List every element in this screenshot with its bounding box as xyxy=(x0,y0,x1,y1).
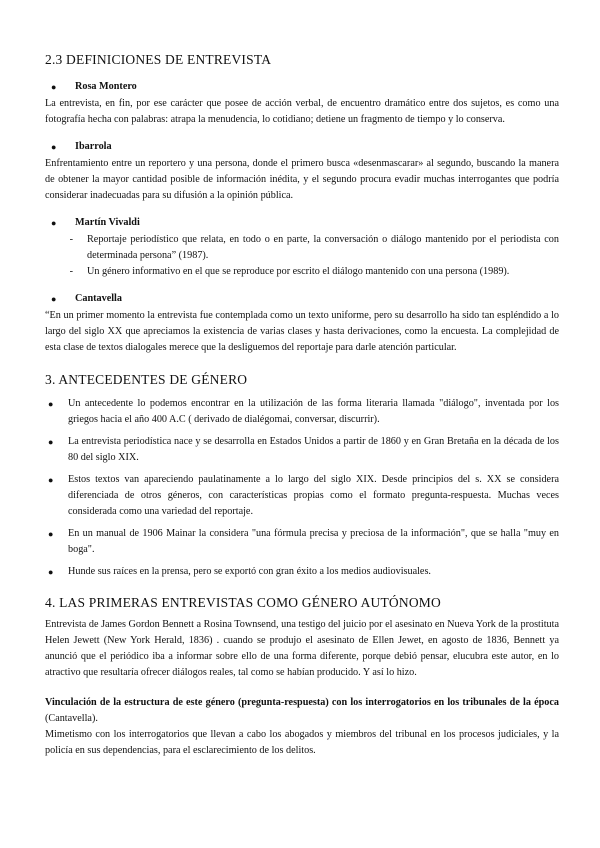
definition-list xyxy=(45,232,559,280)
author-heading xyxy=(45,140,559,154)
author-heading xyxy=(45,216,559,230)
author-name: Martín Vivaldi xyxy=(75,217,140,228)
list-item-text: En un manual de 1906 Mainar la considera "una fórmula precisa y preciosa de la información", que se halla "muy en boga". xyxy=(68,528,559,555)
section-title-definiciones: 2.3 DEFINICIONES DE ENTREVISTA xyxy=(45,52,272,67)
subheading: Vinculación de la estructura de este género (pregunta-respuesta) con los interrogatorios en los tribunales de la época xyxy=(45,697,559,708)
antecedentes-list xyxy=(45,396,559,580)
bullet-icon: ● xyxy=(48,399,54,409)
definition-text: Enfrentamiento entre un reportero y una persona, donde el primero busca «desenmascarar» al segundo, buscando la manera de obtener la mayor cantidad posible de información inédita, y el segundo procura evadir muchas interrogantes que podría considerar inadecuadas para su difusión a la opinión pública. xyxy=(45,158,559,201)
bullet-icon: ● xyxy=(48,475,54,485)
paragraph: Entrevista de James Gordon Bennett a Rosina Townsend, una testigo del juicio por el asesinato en Nueva York de la prostituta Helen Jewett (New York Herald, 1836) . cuando se produjo el asesinato de Ellen Jewet, en agosto de 1836, Bennett ya anunció que el periódico iba a informar sobre ello de una forma diferente, porque debió pensar, elucubra este autor, en lo atractivo que resultaría ofrecer diálogos reales, tal como se habían producido. Y así lo hizo. xyxy=(45,619,559,678)
list-item-text: Un antecedente lo podemos encontrar en la utilización de las forma literaria llamada "diálogo", inventada por los griegos hacia el año 400 A.C ( derivado de dialégomai, conversar, discurrir). xyxy=(68,398,559,425)
list-item xyxy=(45,264,559,280)
bullet-icon: ● xyxy=(51,294,57,304)
document-page xyxy=(45,52,559,759)
list-item xyxy=(45,526,559,558)
section-title-primeras-entrevistas: 4. LAS PRIMERAS ENTREVISTAS COMO GÉNERO AUTÓNOMO xyxy=(45,595,441,610)
author-name: Rosa Montero xyxy=(75,81,137,92)
author-heading xyxy=(45,292,559,306)
dash-icon: - xyxy=(69,266,73,277)
list-item xyxy=(45,472,559,520)
section-title-antecedentes: 3. ANTECEDENTES DE GÉNERO xyxy=(45,372,248,387)
bullet-icon: ● xyxy=(48,567,54,577)
author-name: Cantavella xyxy=(75,293,122,304)
bullet-icon: ● xyxy=(48,529,54,539)
author-heading xyxy=(45,80,559,94)
subheading-paragraph xyxy=(45,695,559,727)
list-item xyxy=(45,232,559,264)
list-item xyxy=(45,564,559,580)
list-item xyxy=(45,434,559,466)
paragraph: Mimetismo con los interrogatorios que llevan a cabo los abogados y miembros del tribunal en los procesos judiciales, y la policía en sus dependencias, para el esclarecimiento de los delitos. xyxy=(45,729,559,756)
list-item-text: Reportaje periodístico que relata, en todo o en parte, la conversación o diálogo mantenido por el periodista con determinada persona” (1987). xyxy=(87,234,559,261)
subheading-tail: (Cantavella). xyxy=(45,713,98,724)
bullet-icon: ● xyxy=(48,437,54,447)
dash-icon: - xyxy=(69,234,73,245)
bullet-icon: ● xyxy=(51,142,57,152)
bullet-icon: ● xyxy=(51,82,57,92)
list-item-text: Estos textos van apareciendo paulatinamente a lo largo del siglo XIX. Desde principios del s. XX se considera diferenciada de otros géneros, con características propias como el formato pregunta-respuesta. Muchas veces considerada como una variedad del reportaje. xyxy=(68,474,559,517)
author-name: Ibarrola xyxy=(75,141,112,152)
list-item-text: Hunde sus raíces en la prensa, pero se exportó con gran éxito a los medios audiovisuales. xyxy=(68,566,431,577)
definition-text: La entrevista, en fin, por ese carácter que posee de acción verbal, de encuentro dramático entre dos sujetos, es como una fotografía hecha con palabras: atrapa la menudencia, lo cotidiano; detiene un fragmento de tiempo y lo conserva. xyxy=(45,98,559,125)
definition-text: “En un primer momento la entrevista fue contemplada como un texto uniforme, pero su desarrollo ha sido tan espléndido a lo largo del siglo XX que apreciamos la existencia de varias clases y hasta derivaciones, como la encuesta. La complejidad de esta clase de textos dialogales merece que la desliguemos del reportaje para darle atención particular. xyxy=(45,310,559,353)
list-item xyxy=(45,396,559,428)
list-item-text: Un género informativo en el que se reproduce por escrito el diálogo mantenido con una persona (1989). xyxy=(87,266,510,277)
list-item-text: La entrevista periodística nace y se desarrolla en Estados Unidos a partir de 1860 y en Gran Bretaña en la década de los 80 del siglo XIX. xyxy=(68,436,559,463)
bullet-icon: ● xyxy=(51,218,57,228)
